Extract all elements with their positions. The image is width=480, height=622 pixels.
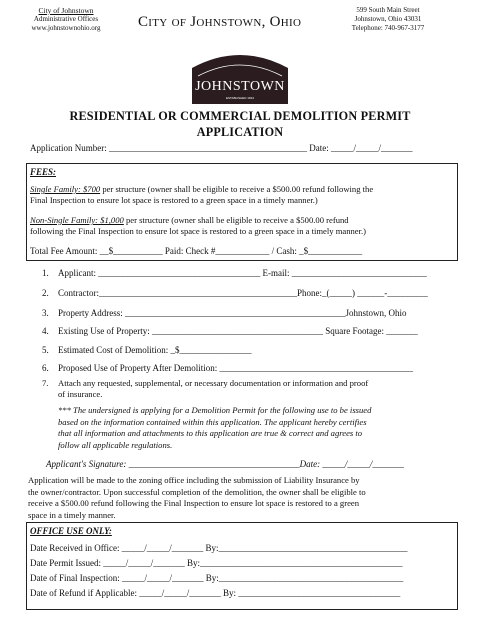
single-family-label: Single Family: $700 — [30, 184, 101, 194]
existing-use-field[interactable]: 4. Existing Use of Property: ______________________________________ Square Footage: _______ — [42, 326, 418, 336]
form-title-line2: APPLICATION — [196, 125, 284, 139]
header-left-block — [16, 6, 116, 33]
logo-text: JOHNSTOWN — [195, 79, 285, 94]
applicant-field[interactable]: 1. Applicant: ____________________________________ E-mail: ______________________________ — [42, 268, 427, 278]
date-refund-field[interactable]: Date of Refund if Applicable: _____/_____/_______ By: ____________________________________ — [30, 588, 401, 598]
single-family-text2: Final Inspection to ensure lot space is restored to a green space in a timely manner.) — [30, 195, 318, 205]
single-family-fee — [30, 184, 454, 206]
form-title — [0, 108, 480, 140]
date-received-field[interactable]: Date Received in Office: _____/_____/_______ By:__________________________________________ — [30, 543, 408, 553]
non-single-family-fee — [30, 215, 454, 237]
signature-date[interactable]: Date: _____/_____/_______ — [299, 459, 404, 469]
signature-label: Applicant's Signature: — [46, 459, 129, 469]
single-family-text: per structure (owner shall be eligible to receive a $500.00 refund following the — [100, 184, 374, 194]
proposed-use-field[interactable]: 6. Proposed Use of Property After Demolition: ___________________________________________ — [42, 363, 413, 373]
estimated-cost-field[interactable]: 5. Estimated Cost of Demolition: _$________________ — [42, 345, 252, 355]
city-name-link: City of Johnstown — [38, 6, 94, 15]
city-heading: City of Johnstown, Ohio — [138, 14, 302, 30]
telephone-text: Telephone: 740-967-3177 — [351, 24, 425, 32]
contractor-field[interactable]: 2. Contractor:____________________________________________Phone:_(_____) ______-_________ — [42, 288, 428, 298]
header-right-block — [338, 6, 438, 33]
application-number-field[interactable]: Application Number: ____________________________________________ Date: _____/_____/_______ — [30, 143, 413, 153]
certification-statement: *** The undersigned is applying for a Demolition Permit for the following use to be issued based on the information contained within this application. The applicant hereby certifies that all information and attachments to this application are true & correct and agrees to follow all applicable regulations. — [58, 405, 372, 450]
address-line: 599 South Main Street — [356, 6, 420, 14]
date-final-inspection-field[interactable]: Date of Final Inspection: _____/_____/_______ By:_________________________________________ — [30, 573, 404, 583]
total-fee-field[interactable]: Total Fee Amount: __$___________ Paid: Check #____________ / Cash: _$____________ — [30, 246, 363, 256]
office-use-heading: OFFICE USE ONLY: — [30, 526, 112, 536]
city-state-zip: Johnstown, Ohio 43031 — [354, 15, 422, 23]
johnstown-logo — [188, 50, 292, 104]
non-single-family-text2: following the Final Inspection to ensure lot space is restored to a green space in a timely manner.) — [30, 226, 367, 236]
fees-heading: FEES: — [30, 167, 57, 177]
non-single-family-label: Non-Single Family: $1,000 — [30, 215, 124, 225]
website-text: www.johnstownohio.org — [31, 24, 101, 32]
signature-line[interactable]: ______________________________________ — [128, 459, 300, 469]
zoning-notice: Application will be made to the zoning office including the submission of Liability Insurance by the owner/contractor. Upon successful completion of the demolition, the owner shall be eligible to receive a $500.00 refund following the Final Inspection to ensure lot space is restored to a green space in a timely manner. — [28, 475, 366, 520]
dept-label: Administrative Offices — [33, 15, 99, 23]
date-permit-issued-field[interactable]: Date Permit Issued: _____/_____/_______ By:_____________________________________________ — [30, 558, 403, 568]
svg-text:ESTABLISHED 1813: ESTABLISHED 1813 — [226, 96, 254, 100]
non-single-family-text: per structure (owner shall be eligible to receive a $500.00 refund — [123, 215, 349, 225]
signature-row[interactable] — [46, 459, 404, 469]
property-address-field[interactable]: 3. Property Address: _________________________________________________Johnstown, Ohio — [42, 308, 407, 318]
attach-documentation-item: 7. Attach any requested, supplemental, or necessary documentation or information and proof of insurance. — [42, 378, 369, 399]
form-title-line1: RESIDENTIAL OR COMMERCIAL DEMOLITION PERMIT — [69, 109, 411, 123]
